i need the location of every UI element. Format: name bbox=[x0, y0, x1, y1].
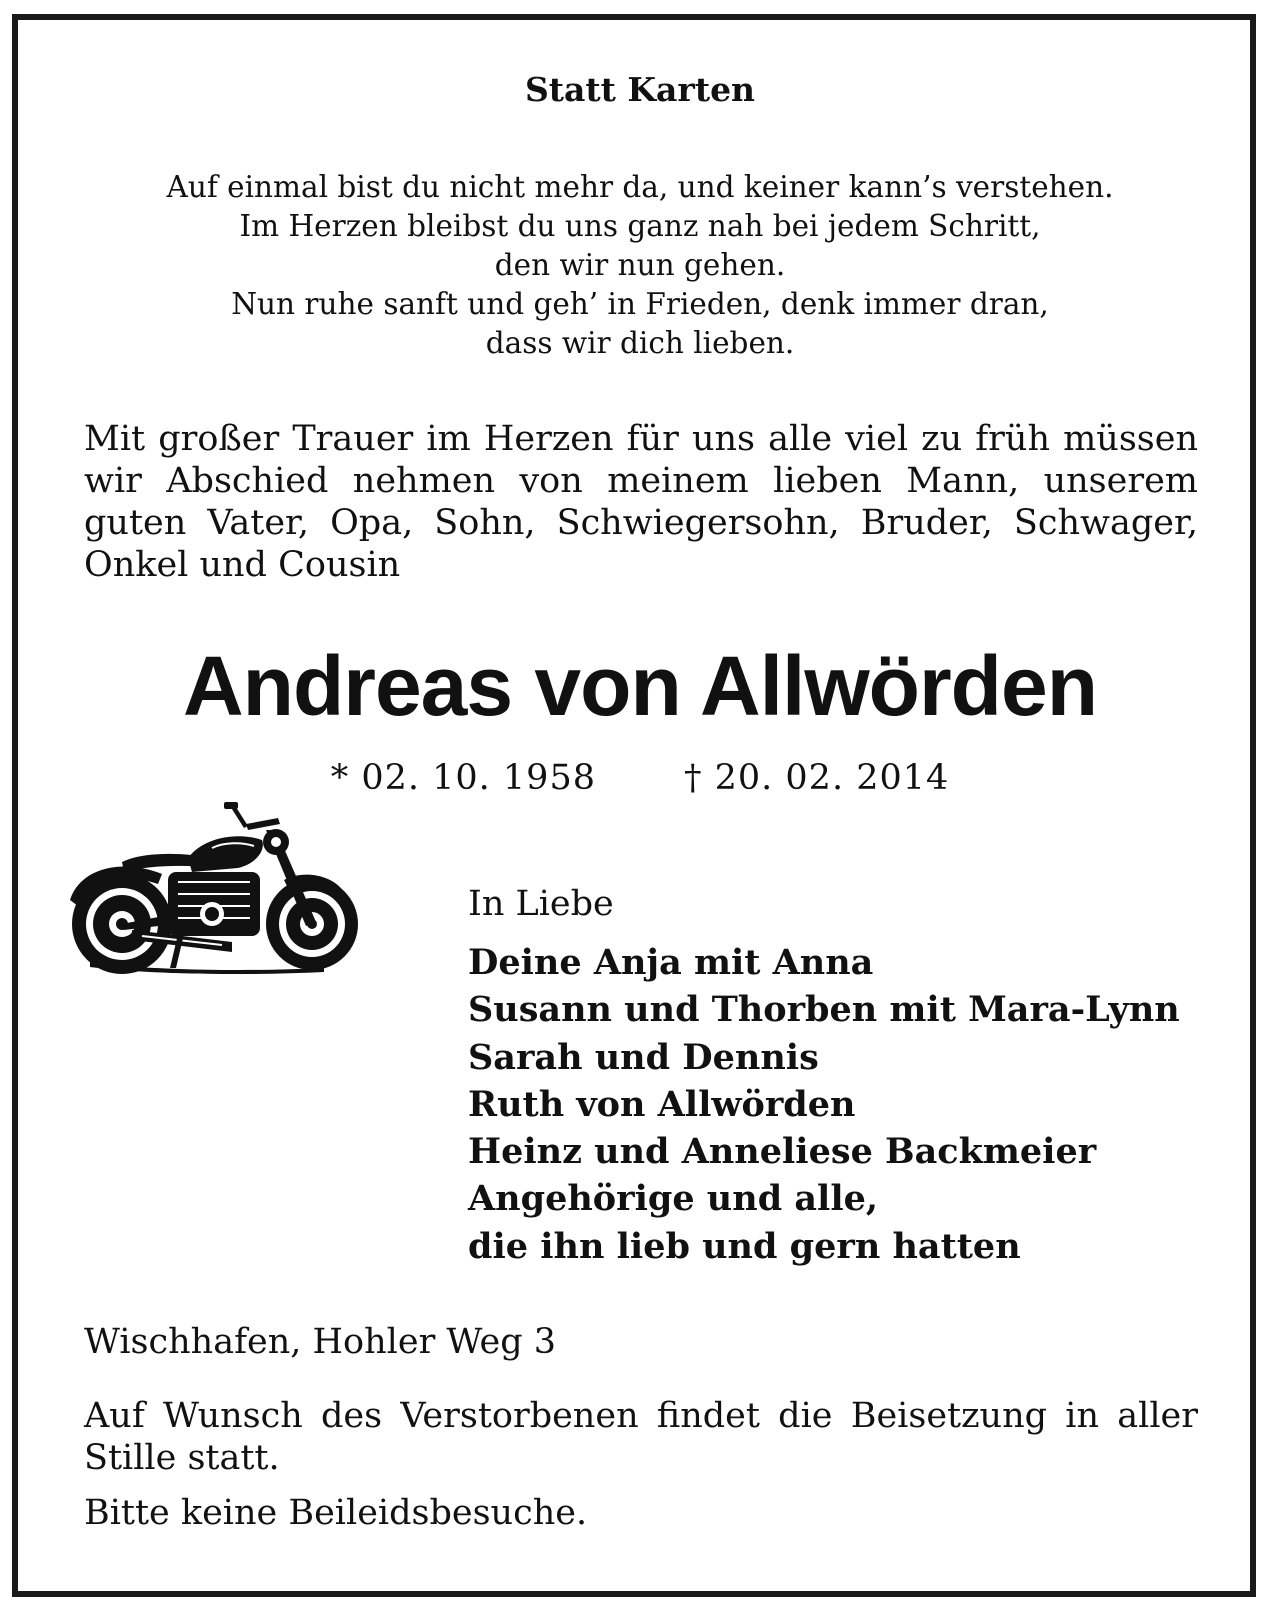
deceased-name: Andreas von Allwörden bbox=[182, 639, 1098, 733]
poem-line: Auf einmal bist du nicht mehr da, und keiner kann’s verstehen. bbox=[166, 170, 1114, 204]
poem-line: den wir nun gehen. bbox=[494, 248, 786, 282]
poem-line: dass wir dich lieben. bbox=[485, 326, 795, 360]
birth-date: * 02. 10. 1958 bbox=[330, 758, 596, 798]
mourner-line: Sarah und Dennis bbox=[468, 1036, 819, 1078]
motorcycle-icon bbox=[62, 802, 372, 1000]
poem-line: Nun ruhe sanft und geh’ in Frieden, denk immer dran, bbox=[231, 287, 1049, 321]
poem bbox=[0, 168, 1280, 363]
mourner-line: Susann und Thorben mit Mara-Lynn bbox=[468, 989, 1180, 1031]
mourner-line: Heinz und Anneliese Backmeier bbox=[468, 1131, 1097, 1173]
mourner-line: Deine Anja mit Anna bbox=[468, 942, 874, 983]
heading-statt-karten: Statt Karten bbox=[524, 70, 756, 109]
in-liebe-label: In Liebe bbox=[468, 884, 614, 924]
condolence-note: Bitte keine Beileidsbesuche. bbox=[84, 1493, 588, 1533]
life-dates bbox=[0, 758, 1280, 798]
burial-note: Auf Wunsch des Verstorbenen findet die Beisetzung in aller Stille statt. bbox=[84, 1396, 1198, 1478]
intro-paragraph: Mit großer Trauer im Herzen für uns alle viel zu früh müssen wir Abschied nehmen von meinem lieben Mann, unserem guten Vater, Opa, Sohn, Schwiegersohn, Bruder, Schwager, Onkel und Cousin bbox=[84, 419, 1198, 585]
mourner-line: Ruth von Allwörden bbox=[468, 1083, 856, 1125]
poem-line: Im Herzen bleibst du uns ganz nah bei jedem Schritt, bbox=[239, 209, 1041, 243]
death-date: † 20. 02. 2014 bbox=[684, 758, 950, 798]
address: Wischhafen, Hohler Weg 3 bbox=[84, 1322, 557, 1362]
mourner-line: Angehörige und alle, bbox=[468, 1178, 879, 1220]
mourners-list bbox=[468, 939, 1180, 1270]
mourner-line: die ihn lieb und gern hatten bbox=[468, 1225, 1021, 1267]
